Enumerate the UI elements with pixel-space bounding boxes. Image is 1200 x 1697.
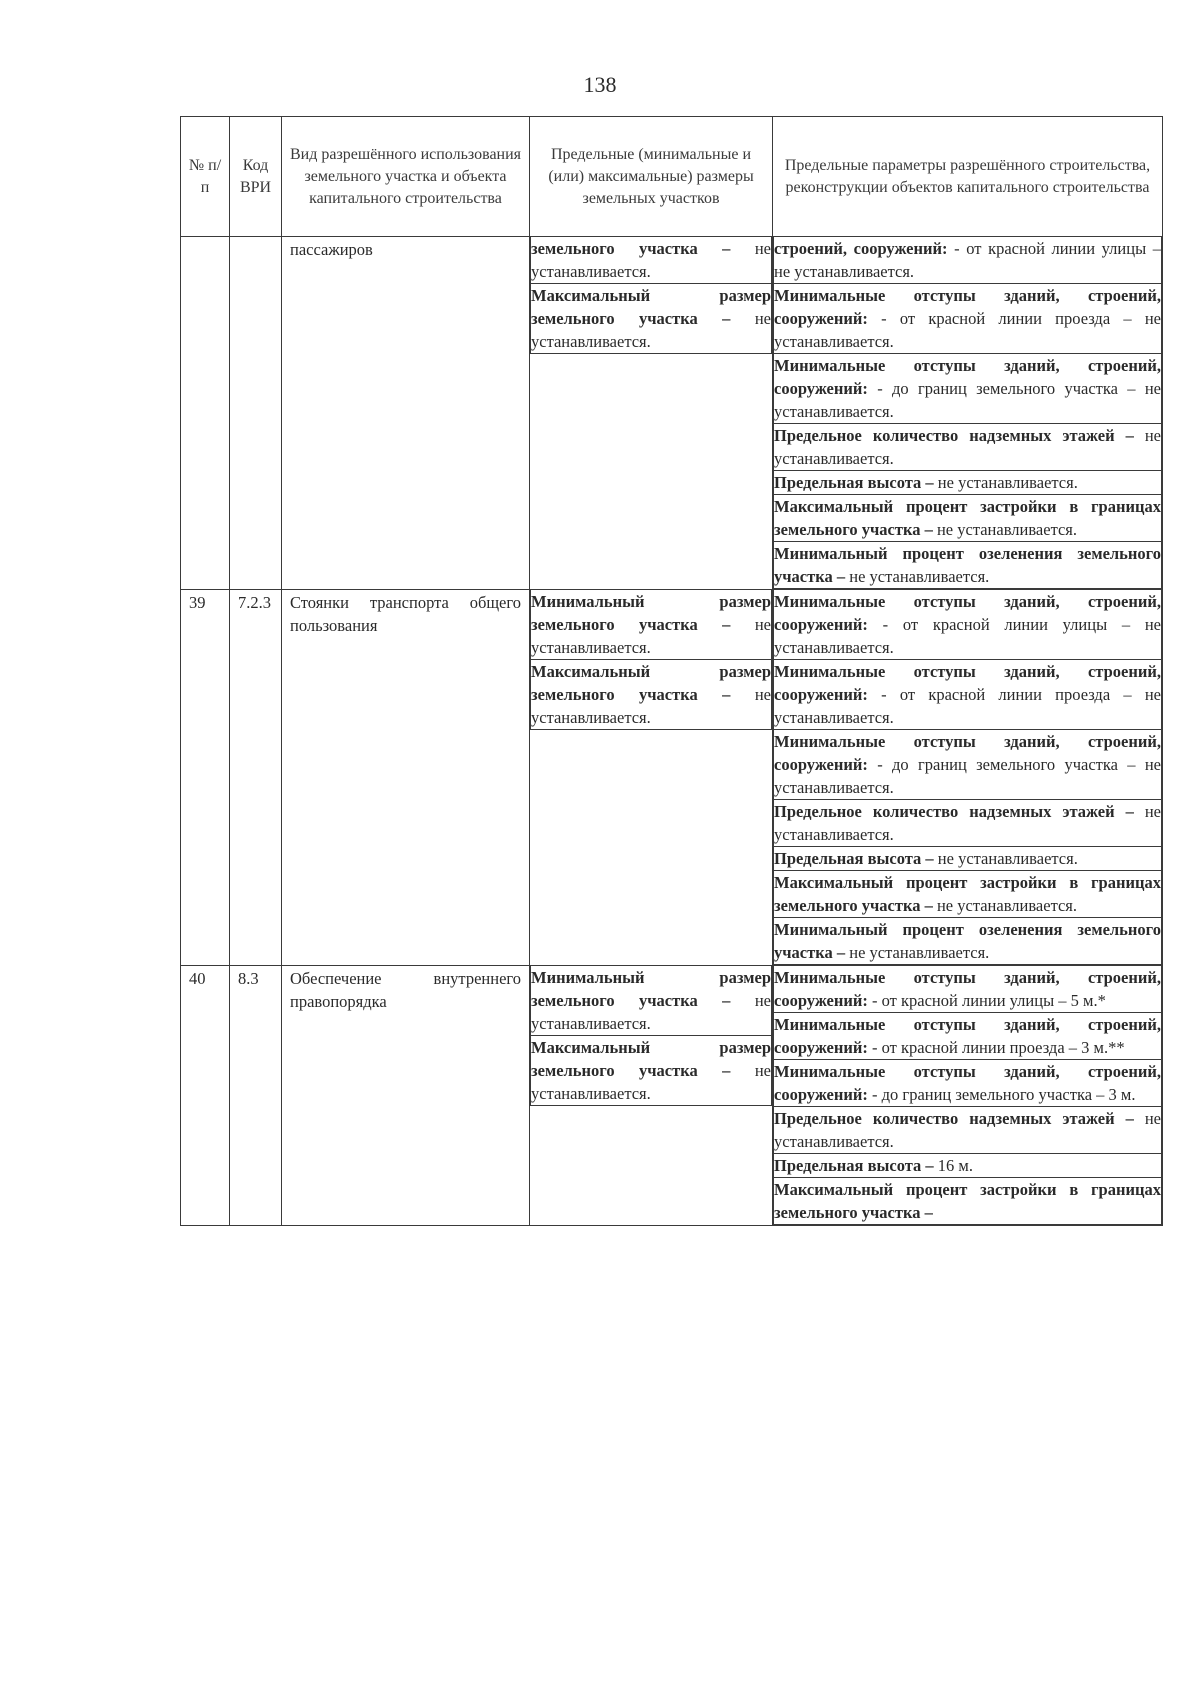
construction-param-list <box>773 590 1162 965</box>
construction-param-item-text <box>774 495 1162 542</box>
header-code: Код ВРИ <box>230 117 282 237</box>
header-construction-params: Предельные параметры разрешённого строительства, реконструкции объектов капитального строительства <box>773 117 1163 237</box>
table-header-row <box>181 117 1163 237</box>
row-code <box>230 237 281 239</box>
construction-param-item-heading: Минимальный процент озеленения земельного участка – <box>774 544 1161 586</box>
construction-param-item-value: - от красной линии улицы – не устанавливается. <box>774 239 1162 281</box>
construction-param-item-value: - до границ земельного участка – не устанавливается. <box>774 755 1161 797</box>
construction-param-item <box>774 871 1162 918</box>
row-usage-type-cell <box>282 590 530 966</box>
construction-param-item <box>774 660 1162 730</box>
plot-size-list <box>530 237 772 354</box>
plot-size-item-value: не устанавливается. <box>531 685 771 727</box>
construction-param-item-text <box>774 660 1162 730</box>
construction-param-item-text <box>774 918 1162 965</box>
construction-param-item-heading: Предельное количество надземных этажей – <box>774 1109 1134 1128</box>
construction-param-item-heading: Предельное количество надземных этажей – <box>774 802 1134 821</box>
construction-param-item-heading: Минимальные отступы зданий, строений, сооружений: <box>774 732 1161 774</box>
plot-size-item-text <box>531 966 772 1036</box>
table-row <box>181 590 1163 966</box>
table-row <box>181 966 1163 1226</box>
plot-size-item-text <box>531 237 772 284</box>
construction-param-item-value: не устанавливается. <box>849 943 990 962</box>
construction-param-item-text <box>774 284 1162 354</box>
plot-size-item-heading: земельного участка – <box>531 239 731 258</box>
plot-size-cell <box>530 590 773 966</box>
construction-param-cell <box>773 237 1163 590</box>
construction-param-item-heading: Минимальные отступы зданий, строений, сооружений: <box>774 592 1161 634</box>
row-code-cell <box>230 237 282 590</box>
construction-param-item <box>774 847 1162 871</box>
construction-param-item-text <box>774 966 1162 1013</box>
construction-param-item <box>774 730 1162 800</box>
row-number: 40 <box>189 969 206 988</box>
construction-param-item-value: не устанавливается. <box>849 567 990 586</box>
construction-param-item-value: 16 м. <box>937 1156 973 1175</box>
construction-param-item <box>774 354 1162 424</box>
construction-param-item-heading: Минимальный процент озеленения земельного участка – <box>774 920 1161 962</box>
row-number-cell <box>181 966 230 1226</box>
construction-param-item-text <box>774 590 1162 660</box>
construction-param-item-value: не устанавливается. <box>774 802 1161 844</box>
construction-param-item-text <box>774 1178 1162 1225</box>
construction-param-item-heading: Минимальные отступы зданий, строений, сооружений: <box>774 286 1161 328</box>
plot-size-item <box>531 237 772 284</box>
row-code-cell <box>230 966 282 1226</box>
construction-param-item-heading: Предельная высота – <box>774 473 934 492</box>
plot-size-item <box>531 1036 772 1106</box>
row-usage-type: Стоянки транспорта общего пользования <box>290 593 521 635</box>
construction-param-item <box>774 424 1162 471</box>
construction-param-item-text <box>774 237 1162 284</box>
plot-size-item-heading: Максимальный размер земельного участка – <box>531 1038 771 1080</box>
row-usage-type: пассажиров <box>290 240 373 259</box>
construction-param-item-heading: Максимальный процент застройки в границах земельного участка – <box>774 873 1161 915</box>
construction-param-item <box>774 800 1162 847</box>
construction-param-item <box>774 495 1162 542</box>
construction-param-item <box>774 966 1162 1013</box>
construction-param-item-text <box>774 730 1162 800</box>
row-code-cell <box>230 590 282 966</box>
header-usage-type: Вид разрешённого использования земельного участка и объекта капитального строительства <box>282 117 530 237</box>
construction-param-item-text <box>774 800 1162 847</box>
construction-param-cell <box>773 966 1163 1226</box>
construction-param-item-heading: Минимальные отступы зданий, строений, сооружений: <box>774 356 1161 398</box>
construction-param-item-text <box>774 424 1162 471</box>
plot-size-item-text <box>531 660 772 730</box>
construction-param-item-value: не устанавливается. <box>936 896 1078 915</box>
construction-param-cell <box>773 590 1163 966</box>
construction-param-list <box>773 237 1162 589</box>
construction-param-item <box>774 237 1162 284</box>
row-number-cell <box>181 590 230 966</box>
plot-size-item-text <box>531 284 772 354</box>
row-usage-type: Обеспечение внутреннего правопорядка <box>290 969 521 1011</box>
construction-param-item-heading: Минимальные отступы зданий, строений, сооружений: <box>774 662 1161 704</box>
construction-param-item-value: не устанавливается. <box>937 473 1078 492</box>
plot-size-item-value: не устанавливается. <box>531 615 771 657</box>
row-code: 7.2.3 <box>238 593 271 612</box>
construction-param-item-text <box>774 871 1162 918</box>
construction-param-item-value: - до границ земельного участка – 3 м. <box>872 1085 1136 1104</box>
construction-param-item <box>774 471 1162 495</box>
construction-param-item-text <box>774 1154 1162 1178</box>
construction-param-item-text <box>774 471 1162 495</box>
plot-size-item-heading: Максимальный размер земельного участка – <box>531 286 771 328</box>
header-plot-sizes: Предельные (минимальные и (или) максимальные) размеры земельных участков <box>530 117 773 237</box>
row-number-cell <box>181 237 230 590</box>
construction-param-item-value: - от красной линии проезда – не устанавливается. <box>774 309 1162 351</box>
construction-param-item-value: не устанавливается. <box>936 520 1078 539</box>
plot-size-item-text <box>531 590 772 660</box>
row-usage-type-cell <box>282 237 530 590</box>
regulations-table <box>180 116 1163 1226</box>
plot-size-item-heading: Максимальный размер земельного участка – <box>531 662 771 704</box>
construction-param-item <box>774 590 1162 660</box>
construction-param-item-heading: Предельная высота – <box>774 1156 934 1175</box>
plot-size-item-text <box>531 1036 772 1106</box>
plot-size-item <box>531 284 772 354</box>
construction-param-list <box>773 966 1162 1225</box>
plot-size-cell <box>530 237 773 590</box>
construction-param-item-heading: Максимальный процент застройки в границах земельного участка – <box>774 497 1161 539</box>
construction-param-item-value: - от красной линии проезда – не устанавливается. <box>774 685 1162 727</box>
table-row <box>181 237 1163 590</box>
plot-size-item-heading: Минимальный размер земельного участка – <box>531 968 771 1010</box>
plot-size-item-value: не устанавливается. <box>531 239 771 281</box>
construction-param-item-text <box>774 542 1162 589</box>
construction-param-item-heading: Минимальные отступы зданий, строений, сооружений: <box>774 1015 1161 1057</box>
row-code: 8.3 <box>238 969 259 988</box>
construction-param-item <box>774 1013 1162 1060</box>
construction-param-item <box>774 542 1162 589</box>
construction-param-item-text <box>774 847 1162 871</box>
construction-param-item <box>774 1107 1162 1154</box>
plot-size-item <box>531 660 772 730</box>
construction-param-item-heading: Минимальные отступы зданий, строений, сооружений: <box>774 1062 1161 1104</box>
construction-param-item <box>774 1154 1162 1178</box>
construction-param-item-heading: Предельное количество надземных этажей – <box>774 426 1134 445</box>
construction-param-item-text <box>774 1013 1162 1060</box>
construction-param-item-heading: строений, сооружений: <box>774 239 948 258</box>
plot-size-item <box>531 966 772 1036</box>
row-usage-type-cell <box>282 966 530 1226</box>
construction-param-item-heading: Минимальные отступы зданий, строений, сооружений: <box>774 968 1161 1010</box>
page-number: 138 <box>583 72 617 97</box>
construction-param-item-text <box>774 1107 1162 1154</box>
construction-param-item-value: - от красной линии улицы – 5 м.* <box>872 991 1106 1010</box>
construction-param-item-value: не устанавливается. <box>774 1109 1161 1151</box>
construction-param-item <box>774 1178 1162 1225</box>
construction-param-item-value: не устанавливается. <box>937 849 1078 868</box>
plot-size-list <box>530 966 772 1106</box>
construction-param-item-text <box>774 1060 1162 1107</box>
construction-param-item-value: - до границ земельного участка – не устанавливается. <box>774 379 1161 421</box>
construction-param-item <box>774 1060 1162 1107</box>
construction-param-item-value: - от красной линии проезда – 3 м.** <box>872 1038 1125 1057</box>
plot-size-item-heading: Минимальный размер земельного участка – <box>531 592 771 634</box>
plot-size-item-value: не устанавливается. <box>531 991 771 1033</box>
plot-size-list <box>530 590 772 730</box>
row-number <box>181 237 229 239</box>
plot-size-item <box>531 590 772 660</box>
plot-size-cell <box>530 966 773 1226</box>
header-number: № п/п <box>181 117 230 237</box>
construction-param-item-text <box>774 354 1162 424</box>
construction-param-item-heading: Максимальный процент застройки в границах земельного участка – <box>774 1180 1161 1222</box>
construction-param-item-heading: Предельная высота – <box>774 849 934 868</box>
row-number: 39 <box>189 593 206 612</box>
plot-size-item-value: не устанавливается. <box>531 309 771 351</box>
construction-param-item-value: не устанавливается. <box>774 426 1161 468</box>
construction-param-item-value: - от красной линии улицы – не устанавливается. <box>774 615 1162 657</box>
construction-param-item <box>774 284 1162 354</box>
plot-size-item-value: не устанавливается. <box>531 1061 771 1103</box>
construction-param-item <box>774 918 1162 965</box>
